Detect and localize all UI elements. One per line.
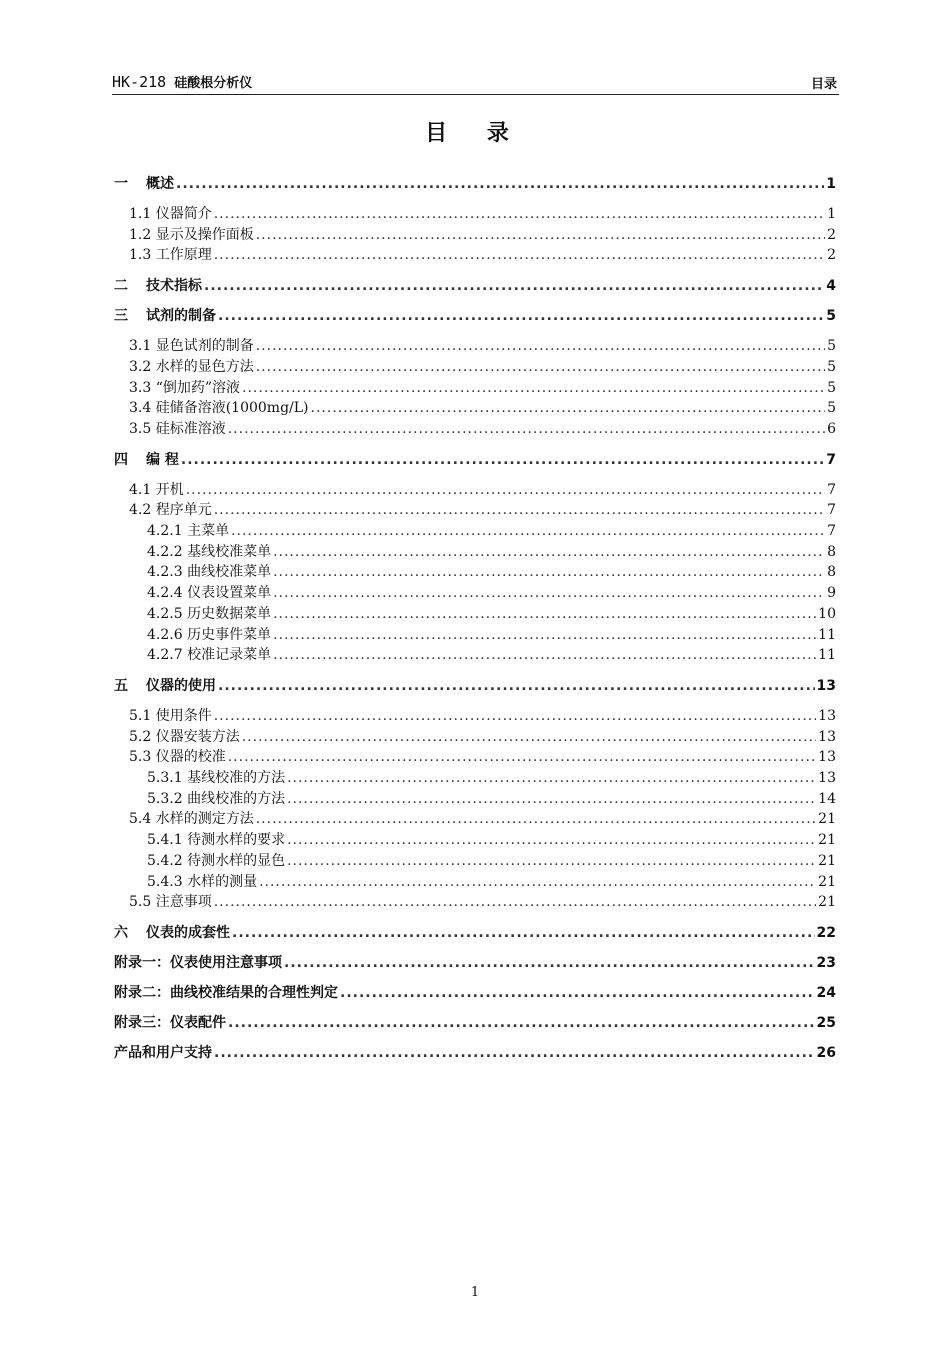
toc-page-number: 11 xyxy=(818,647,836,664)
toc-entry-text: 1.2 显示及操作面板 xyxy=(129,226,254,243)
toc-entry-sub[interactable] xyxy=(114,562,836,583)
toc-entry-text: 5.2 仪器安装方法 xyxy=(129,728,240,745)
toc-page-number: 13 xyxy=(818,707,836,724)
toc-entry-sec[interactable] xyxy=(114,225,836,246)
toc-entry-label xyxy=(114,1043,212,1063)
toc-entry-chap[interactable] xyxy=(114,276,836,296)
toc-entry-text: 概述 xyxy=(146,176,174,192)
toc-entry-label xyxy=(114,923,230,943)
toc-entry-label xyxy=(129,204,212,225)
toc-entry-text: 3.1 显色试剂的制备 xyxy=(129,338,254,355)
toc-page-number: 23 xyxy=(816,954,836,971)
header-section: 目录 xyxy=(810,77,837,92)
toc-page-number: 13 xyxy=(818,770,836,787)
toc-leader-dots xyxy=(204,276,824,296)
toc-entry-label xyxy=(129,419,226,440)
toc-page-number: 14 xyxy=(818,790,836,807)
toc-entry-text: 5.1 使用条件 xyxy=(129,707,212,724)
toc-entry-sec[interactable] xyxy=(114,747,836,768)
toc-entry-text: 3.5 硅标准溶液 xyxy=(129,420,226,437)
toc-entry-sec[interactable] xyxy=(114,245,836,266)
toc-page-number: 21 xyxy=(818,873,836,890)
toc-entry-chap[interactable] xyxy=(114,923,836,943)
toc-entry-text: 4.2.4 仪表设置菜单 xyxy=(147,585,272,602)
toc-page-number: 21 xyxy=(818,852,836,869)
toc-entry-sec[interactable] xyxy=(114,480,836,501)
toc-entry-text: 5.4.1 待测水样的要求 xyxy=(147,832,286,849)
page-title: 目 录 xyxy=(425,121,525,146)
toc-leader-dots xyxy=(218,306,824,326)
toc-entry-label xyxy=(114,953,282,973)
toc-entry-chap[interactable] xyxy=(114,983,836,1003)
toc-entry-label xyxy=(147,542,271,563)
toc-entry-text: 1.3 工作原理 xyxy=(129,247,212,264)
toc-spacer xyxy=(114,1003,836,1013)
table-of-contents xyxy=(114,174,836,1063)
toc-spacer xyxy=(114,326,836,336)
toc-spacer xyxy=(114,296,836,306)
toc-entry-sec[interactable] xyxy=(114,706,836,727)
header-product-name: 硅酸根分析仪 xyxy=(174,76,253,91)
toc-entry-sub[interactable] xyxy=(114,872,836,893)
toc-chapter-number: 四 xyxy=(114,451,128,468)
toc-entry-chap[interactable] xyxy=(114,174,836,194)
toc-entry-text: 产品和用户支持 xyxy=(114,1044,212,1061)
toc-entry-text: 技术指标 xyxy=(146,278,202,295)
toc-page-number: 5 xyxy=(827,400,836,417)
toc-entry-label xyxy=(129,809,254,830)
toc-leader-dots xyxy=(231,521,825,542)
toc-entry-chap[interactable] xyxy=(114,1013,836,1033)
toc-entry-label xyxy=(147,521,229,542)
toc-entry-sub[interactable] xyxy=(114,645,836,666)
toc-entry-label xyxy=(114,983,338,1003)
toc-entry-text: 编 程 xyxy=(146,451,179,468)
toc-entry-text: 1.1 仪器简介 xyxy=(129,206,212,222)
toc-page-number: 21 xyxy=(818,832,836,849)
page-header xyxy=(112,70,839,95)
toc-entry-text: 附录二：曲线校准结果的合理性判定 xyxy=(114,984,338,1001)
toc-entry-label xyxy=(147,830,285,851)
toc-entry-text: 3.4 硅储备溶液(1000mg/L) xyxy=(129,400,309,417)
toc-entry-label xyxy=(147,789,285,810)
toc-entry-sub[interactable] xyxy=(114,542,836,563)
toc-chapter-number: 三 xyxy=(114,308,128,325)
toc-page-number: 1 xyxy=(826,176,836,192)
toc-chapter-number: 二 xyxy=(114,278,128,295)
toc-entry-text: 4.2.5 历史数据菜单 xyxy=(147,605,272,622)
toc-leader-dots xyxy=(287,851,816,872)
toc-entry-text: 4.2.7 校准记录菜单 xyxy=(147,647,272,664)
toc-leader-dots xyxy=(256,225,825,246)
toc-entry-sub[interactable] xyxy=(114,789,836,810)
toc-page-number: 10 xyxy=(818,605,836,622)
toc-spacer xyxy=(114,1033,836,1043)
toc-page-number: 21 xyxy=(818,894,836,911)
toc-entry-text: 5.3.1 基线校准的方法 xyxy=(147,770,286,787)
toc-spacer xyxy=(114,943,836,953)
toc-entry-sec[interactable] xyxy=(114,419,836,440)
toc-page-number: 11 xyxy=(818,626,836,643)
toc-entry-text: 5.4 水样的测定方法 xyxy=(129,811,254,828)
toc-page-number: 13 xyxy=(816,677,836,694)
toc-leader-dots xyxy=(340,983,815,1003)
toc-leader-dots xyxy=(228,419,825,440)
toc-spacer xyxy=(114,440,836,450)
toc-leader-dots xyxy=(273,542,825,563)
toc-entry-label xyxy=(147,562,271,583)
toc-entry-label xyxy=(129,706,212,727)
toc-entry-sec[interactable] xyxy=(114,336,836,357)
toc-entry-text: 4.2.1 主菜单 xyxy=(147,523,230,540)
toc-leader-dots xyxy=(242,378,825,399)
toc-entry-sub[interactable] xyxy=(114,851,836,872)
toc-entry-label xyxy=(114,1013,226,1033)
toc-page-number: 5 xyxy=(826,308,836,325)
toc-entry-sec[interactable] xyxy=(114,809,836,830)
toc-entry-label xyxy=(129,225,254,246)
toc-leader-dots xyxy=(256,336,825,357)
toc-page-number: 9 xyxy=(827,585,836,602)
toc-page-number: 5 xyxy=(827,379,836,396)
toc-leader-dots xyxy=(214,500,825,521)
toc-leader-dots xyxy=(214,204,825,225)
toc-entry-sec[interactable] xyxy=(114,727,836,748)
toc-entry-text: 5.3.2 曲线校准的方法 xyxy=(147,790,286,807)
toc-leader-dots xyxy=(273,562,825,583)
toc-leader-dots xyxy=(214,245,825,266)
header-model: HK-218 xyxy=(112,73,167,91)
toc-spacer xyxy=(114,470,836,480)
toc-page-number: 25 xyxy=(816,1014,836,1031)
header-title xyxy=(112,72,252,91)
toc-page-number: 8 xyxy=(827,564,836,581)
toc-leader-dots xyxy=(228,1013,815,1033)
toc-leader-dots xyxy=(214,892,816,913)
toc-entry-label xyxy=(129,245,212,266)
toc-entry-label xyxy=(129,480,184,501)
toc-entry-label xyxy=(147,872,257,893)
toc-entry-label xyxy=(129,378,240,399)
toc-entry-text: 5.3 仪器的校准 xyxy=(129,749,226,766)
toc-entry-chap[interactable] xyxy=(114,953,836,973)
toc-entry-label xyxy=(114,276,202,296)
toc-leader-dots xyxy=(214,1043,815,1063)
toc-chapter-number: 五 xyxy=(114,677,128,694)
toc-entry-sec[interactable] xyxy=(114,378,836,399)
toc-entry-label xyxy=(147,645,271,666)
toc-entry-label xyxy=(147,625,271,646)
toc-spacer xyxy=(114,973,836,983)
toc-leader-dots xyxy=(287,789,816,810)
toc-chapter-number: 一 xyxy=(114,176,128,192)
toc-leader-dots xyxy=(273,625,816,646)
toc-entry-label xyxy=(129,892,212,913)
toc-page-number: 26 xyxy=(816,1044,836,1061)
toc-entry-label xyxy=(147,583,271,604)
toc-entry-label xyxy=(129,500,212,521)
toc-entry-sec[interactable] xyxy=(114,500,836,521)
toc-chapter-number: 六 xyxy=(114,924,128,941)
toc-entry-text: 4.2.2 基线校准菜单 xyxy=(147,543,272,560)
toc-leader-dots xyxy=(181,450,824,470)
toc-page-number: 4 xyxy=(826,278,836,295)
toc-page-number: 8 xyxy=(827,543,836,560)
toc-leader-dots xyxy=(311,398,826,419)
toc-spacer xyxy=(114,696,836,706)
toc-page-number: 7 xyxy=(827,523,836,540)
toc-entry-sub[interactable] xyxy=(114,768,836,789)
toc-entry-label xyxy=(129,357,254,378)
toc-leader-dots xyxy=(256,357,825,378)
toc-page-number: 2 xyxy=(827,226,836,243)
toc-entry-text: 4.2.3 曲线校准菜单 xyxy=(147,564,272,581)
toc-leader-dots xyxy=(218,676,815,696)
toc-leader-dots xyxy=(287,768,816,789)
toc-leader-dots xyxy=(242,727,816,748)
toc-entry-text: 5.5 注意事项 xyxy=(129,894,212,911)
toc-entry-text: 仪表的成套性 xyxy=(146,924,230,941)
toc-page-number: 21 xyxy=(818,811,836,828)
toc-leader-dots xyxy=(273,583,825,604)
toc-leader-dots xyxy=(176,174,824,194)
toc-spacer xyxy=(114,266,836,276)
toc-entry-label xyxy=(114,174,174,194)
toc-spacer xyxy=(114,666,836,676)
toc-entry-text: 附录一：仪表使用注意事项 xyxy=(114,954,282,971)
toc-entry-text: 附录三：仪表配件 xyxy=(114,1014,226,1031)
toc-leader-dots xyxy=(214,706,816,727)
toc-entry-sec[interactable] xyxy=(114,357,836,378)
toc-entry-sec[interactable] xyxy=(114,892,836,913)
toc-entry-chap[interactable] xyxy=(114,450,836,470)
toc-entry-label xyxy=(129,727,240,748)
toc-entry-text: 4.2 程序单元 xyxy=(129,502,212,519)
toc-entry-label xyxy=(147,604,271,625)
toc-entry-sec[interactable] xyxy=(114,204,836,225)
page-number: 1 xyxy=(470,1285,480,1300)
toc-leader-dots xyxy=(186,480,825,501)
toc-entry-sub[interactable] xyxy=(114,830,836,851)
toc-leader-dots xyxy=(259,872,816,893)
toc-page-number: 7 xyxy=(827,502,836,519)
toc-page-number: 13 xyxy=(818,749,836,766)
toc-page-number: 5 xyxy=(827,338,836,355)
toc-leader-dots xyxy=(228,747,816,768)
toc-page-number: 7 xyxy=(827,481,836,498)
toc-entry-label xyxy=(114,450,179,470)
toc-leader-dots xyxy=(273,645,816,666)
toc-spacer xyxy=(114,194,836,204)
toc-leader-dots xyxy=(273,604,816,625)
toc-entry-sub[interactable] xyxy=(114,583,836,604)
toc-entry-text: 试剂的制备 xyxy=(146,308,216,325)
toc-entry-chap[interactable] xyxy=(114,1043,836,1063)
toc-entry-sub[interactable] xyxy=(114,604,836,625)
toc-leader-dots xyxy=(284,953,815,973)
toc-entry-text: 仪器的使用 xyxy=(146,677,216,694)
toc-entry-text: 4.2.6 历史事件菜单 xyxy=(147,626,272,643)
toc-page-number: 24 xyxy=(816,984,836,1001)
toc-entry-sec[interactable] xyxy=(114,398,836,419)
toc-entry-label xyxy=(129,336,254,357)
toc-leader-dots xyxy=(232,923,815,943)
toc-entry-chap[interactable] xyxy=(114,676,836,696)
toc-entry-label xyxy=(147,851,285,872)
toc-entry-text: 3.3 “倒加药”溶液 xyxy=(129,379,241,396)
toc-entry-label xyxy=(114,676,216,696)
toc-spacer xyxy=(114,913,836,923)
toc-entry-chap[interactable] xyxy=(114,306,836,326)
toc-entry-sub[interactable] xyxy=(114,625,836,646)
toc-page-number: 6 xyxy=(827,420,836,437)
toc-page-number: 2 xyxy=(827,247,836,264)
toc-entry-text: 5.4.3 水样的测量 xyxy=(147,873,258,890)
toc-entry-label xyxy=(129,747,226,768)
toc-page-number: 5 xyxy=(827,358,836,375)
toc-page-number: 22 xyxy=(816,924,836,941)
toc-entry-text: 5.4.2 待测水样的显色 xyxy=(147,852,286,869)
toc-entry-text: 3.2 水样的显色方法 xyxy=(129,358,254,375)
toc-entry-label xyxy=(114,306,216,326)
toc-leader-dots xyxy=(256,809,816,830)
toc-entry-sub[interactable] xyxy=(114,521,836,542)
toc-page-number: 7 xyxy=(826,451,836,468)
toc-entry-label xyxy=(129,398,309,419)
toc-entry-text: 4.1 开机 xyxy=(129,481,184,498)
toc-leader-dots xyxy=(287,830,816,851)
toc-page-number: 1 xyxy=(827,206,836,222)
toc-page-number: 13 xyxy=(818,728,836,745)
toc-entry-label xyxy=(147,768,285,789)
